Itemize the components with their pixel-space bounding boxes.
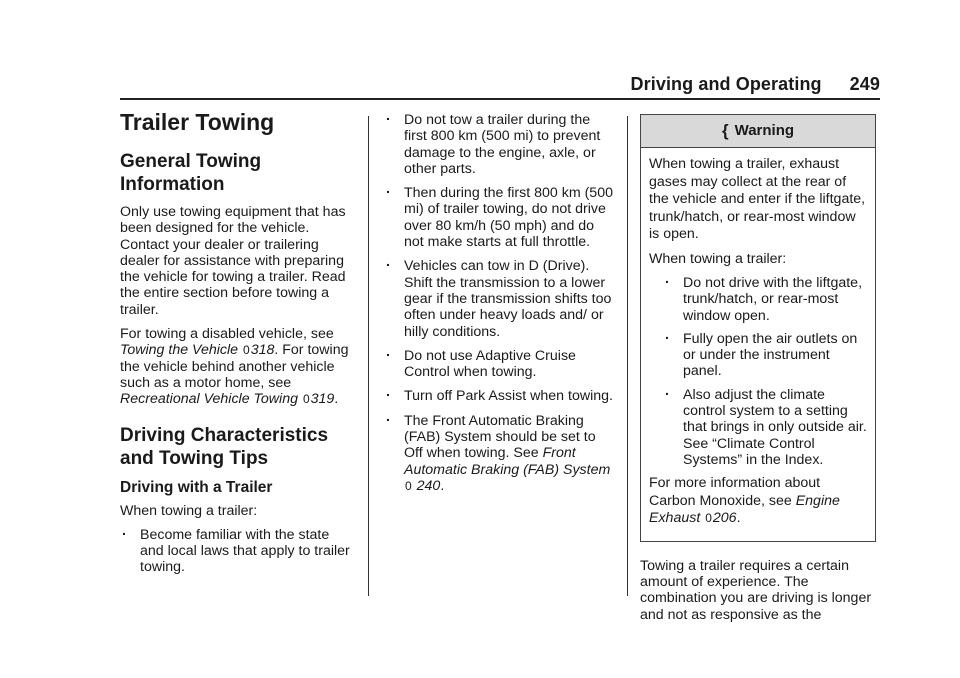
link-engine-exhaust[interactable]: Engine Exhaust 0206 xyxy=(649,492,840,527)
list-item: . Do not tow a trailer during the first 800 km (500 mi) to prevent damage to the engine, axle, or other parts. xyxy=(384,112,616,177)
link-towing-the-vehicle[interactable]: Towing the Vehicle 0318 xyxy=(120,342,275,359)
link-front-automatic-braking[interactable]: Front Automatic Braking (FAB) System 0 240 xyxy=(404,445,611,494)
list-item: . Do not drive with the liftgate, trunk/hatch, or rear-most window open. xyxy=(649,275,867,324)
paragraph-experience: Towing a trailer requires a certain amount of experience. The combination you are driving is longer and not as responsive as the xyxy=(640,557,872,623)
list-item: . Vehicles can tow in D (Drive). Shift the transmission to a lower gear if the transmission shifts too often under heavy loads and/ or hilly conditions. xyxy=(384,258,616,339)
section-title: Driving and Operating xyxy=(630,74,822,94)
warning-paragraph: For more information about Carbon Monoxide, see Engine Exhaust 0206. xyxy=(649,475,840,527)
heading-driving-with-trailer: Driving with a Trailer xyxy=(120,478,273,496)
column-2 xyxy=(384,112,616,502)
running-header xyxy=(631,74,880,95)
warning-box xyxy=(640,114,876,542)
warning-paragraph: When towing a trailer: xyxy=(649,250,787,267)
warning-body xyxy=(641,148,875,541)
list-item: . The Front Automatic Braking (FAB) System should be set to Off when towing. See Front Automatic Braking (FAB) System 0 240. xyxy=(384,413,616,494)
link-recreational-vehicle-towing[interactable]: Recreational Vehicle Towing 0319 xyxy=(120,391,335,408)
page-ref-icon: 0 xyxy=(705,511,712,526)
paragraph-when-towing: When towing a trailer: xyxy=(120,502,258,519)
warning-bullet-list xyxy=(649,275,867,468)
heading-driving-characteristics: Driving Characteristics and Towing Tips xyxy=(120,424,329,469)
column-divider-1 xyxy=(368,116,369,596)
heading-general-towing: General Towing Information xyxy=(120,151,262,195)
paragraph-disabled-vehicle: For towing a disabled vehicle, see Towing the Vehicle 0318. For towing the vehicle behind another vehicle such as a motor home, see Recreational Vehicle Towing 0319. xyxy=(120,326,349,408)
list-item: . Do not use Adaptive Cruise Control when towing. xyxy=(384,348,616,381)
warning-header xyxy=(641,115,875,148)
warning-triangle-icon: { xyxy=(721,120,729,140)
page-ref-icon: 0 xyxy=(405,478,412,493)
list-item: . Also adjust the climate control system to a setting that brings in only outside air. See “Climate Control Systems” in the Index. xyxy=(649,387,867,468)
warning-paragraph: When towing a trailer, exhaust gases may collect at the rear of the vehicle and enter if the liftgate, trunk/hatch, or rear-most window is open. xyxy=(649,156,866,242)
bullet-list xyxy=(120,527,356,576)
column-divider-2 xyxy=(627,116,628,596)
list-item: . Turn off Park Assist when towing. xyxy=(384,388,616,404)
page-title: Trailer Towing xyxy=(120,109,275,135)
warning-label: Warning xyxy=(734,121,795,139)
list-item: . Fully open the air outlets on or under the instrument panel. xyxy=(649,331,867,380)
bullet-list xyxy=(384,112,616,494)
page-ref-icon: 0 xyxy=(302,392,310,407)
page-number: 249 xyxy=(849,74,880,94)
paragraph-general: Only use towing equipment that has been designed for the vehicle. Contact your dealer or trailering dealer for assistance with preparing the vehicle for towing a trailer. Read the entire section before towing a trailer. xyxy=(120,204,346,318)
column-1 xyxy=(120,108,356,584)
list-item: . Then during the first 800 km (500 mi) of trailer towing, do not drive over 80 km/h (50 mph) and do not make starts at full throttle. xyxy=(384,185,616,250)
header-rule xyxy=(120,98,880,100)
page-ref-icon: 0 xyxy=(243,343,250,358)
list-item: . Become familiar with the state and local laws that apply to trailer towing. xyxy=(120,527,356,576)
column-3 xyxy=(640,114,876,631)
